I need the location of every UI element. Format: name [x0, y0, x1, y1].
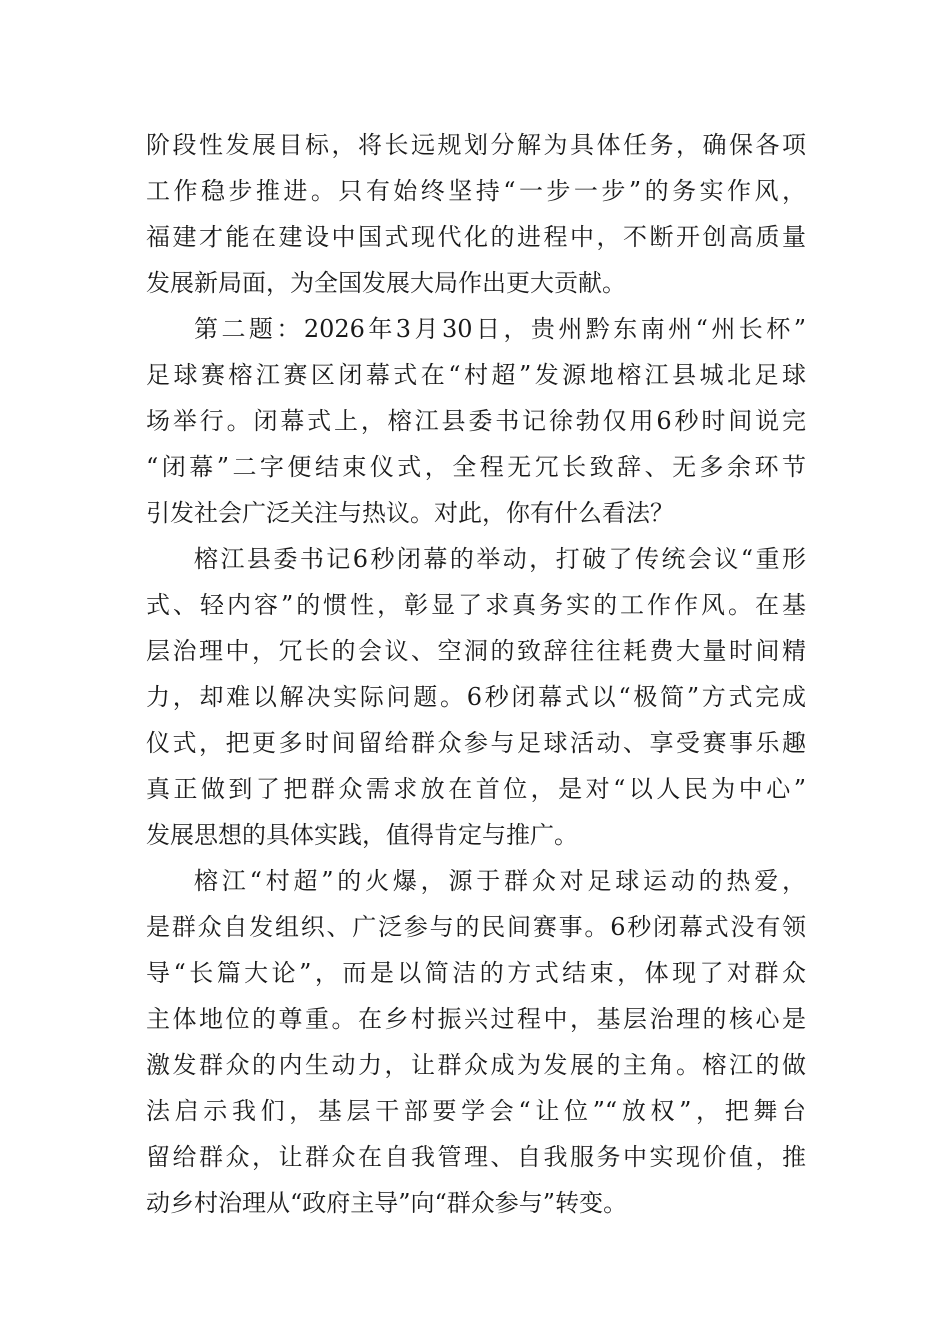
text-line: 导“长篇大论”，而是以简洁的方式结束，体现了对群众: [146, 959, 806, 987]
text-line: 引发社会广泛关注与热议。对此，你有什么看法？: [146, 499, 674, 527]
document-body: [146, 122, 806, 1226]
text-line: 真正做到了把群众需求放在首位，是对“以人民为中心”: [146, 775, 806, 803]
text-line: 足球赛榕江赛区闭幕式在“村超”发源地榕江县城北足球: [146, 361, 806, 389]
text-line: 力，却难以解决实际问题。6秒闭幕式以“极简”方式完成: [146, 683, 806, 711]
text-line: 仪式，把更多时间留给群众参与足球活动、享受赛事乐趣: [146, 729, 806, 757]
answer-paragraph-2: [146, 858, 806, 1226]
text-line: 场举行。闭幕式上，榕江县委书记徐勃仅用6秒时间说完: [146, 407, 806, 435]
text-line: 式、轻内容”的惯性，彰显了求真务实的工作作风。在基: [146, 591, 806, 619]
text-line: “闭幕”二字便结束仪式，全程无冗长致辞、无多余环节: [146, 453, 806, 481]
text-line: 福建才能在建设中国式现代化的进程中，不断开创高质量: [146, 223, 806, 251]
text-line: 动乡村治理从“政府主导”向“群众参与”转变。: [146, 1189, 628, 1217]
text-line: 工作稳步推进。只有始终坚持“一步一步”的务实作风，: [146, 177, 806, 205]
text-line: 主体地位的尊重。在乡村振兴过程中，基层治理的核心是: [146, 1005, 806, 1033]
question-paragraph: [146, 306, 806, 536]
text-line: 榕江县委书记6秒闭幕的举动，打破了传统会议“重形: [194, 545, 806, 573]
text-line: 第二题：2026年3月30日，贵州黔东南州“州长杯”: [194, 315, 806, 343]
text-line: 发展新局面，为全国发展大局作出更大贡献。: [146, 269, 626, 297]
text-line: 发展思想的具体实践，值得肯定与推广。: [146, 821, 578, 849]
text-line: 激发群众的内生动力，让群众成为发展的主角。榕江的做: [146, 1051, 806, 1079]
text-line: 是群众自发组织、广泛参与的民间赛事。6秒闭幕式没有领: [146, 913, 806, 941]
text-line: 留给群众，让群众在自我管理、自我服务中实现价值，推: [146, 1143, 806, 1171]
text-line: 阶段性发展目标，将长远规划分解为具体任务，确保各项: [146, 131, 806, 159]
paragraph-continuation: [146, 122, 806, 306]
text-line: 层治理中，冗长的会议、空洞的致辞往往耗费大量时间精: [146, 637, 806, 665]
text-line: 榕江“村超”的火爆，源于群众对足球运动的热爱，: [194, 867, 806, 895]
text-line: 法启示我们，基层干部要学会“让位”“放权”，把舞台: [146, 1097, 806, 1125]
answer-paragraph-1: [146, 536, 806, 858]
